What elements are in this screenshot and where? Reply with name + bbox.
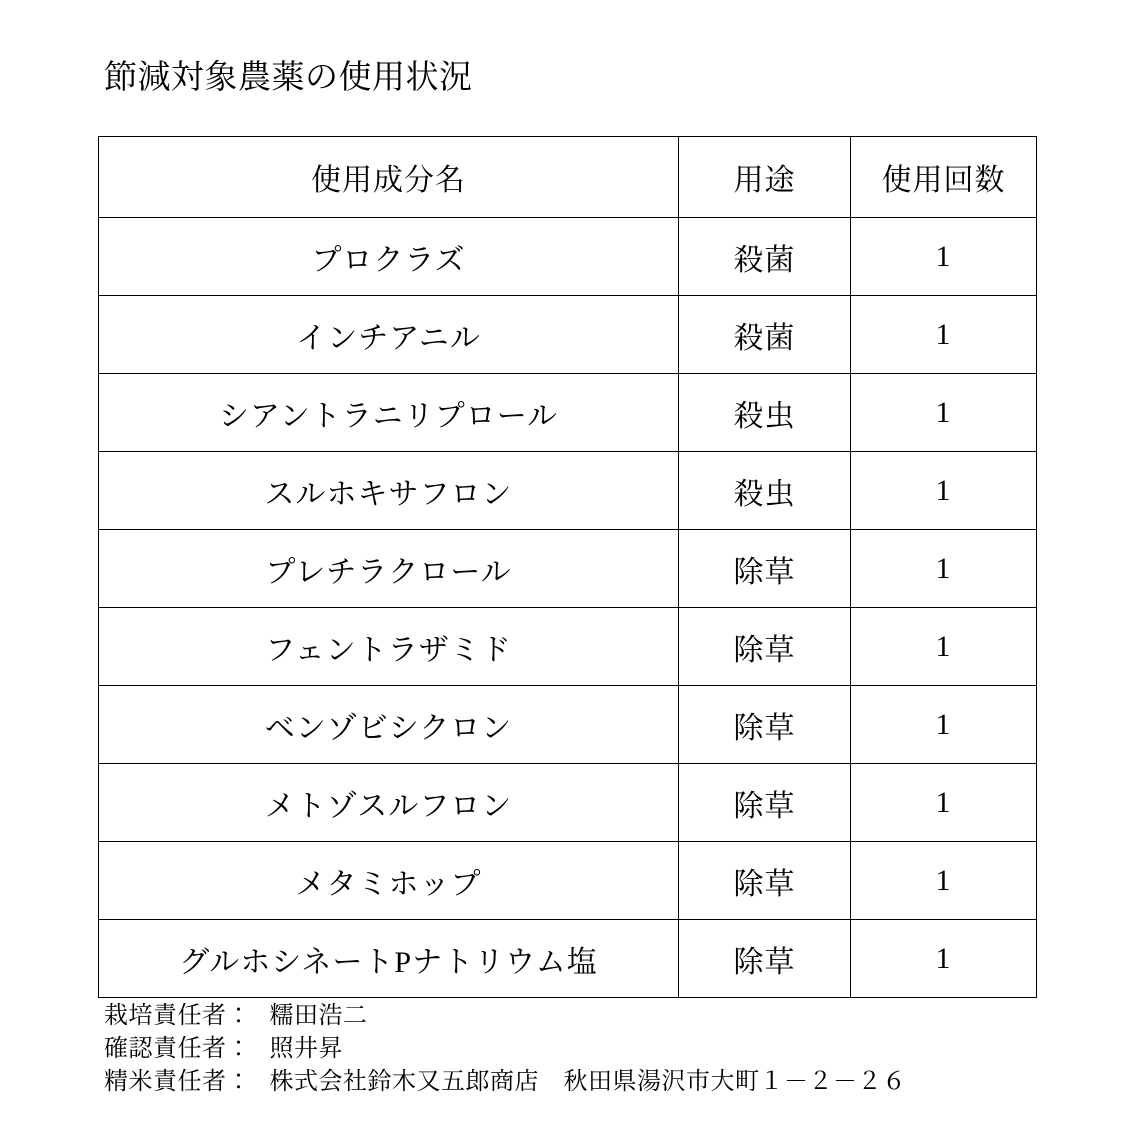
table-row — [99, 608, 1037, 686]
responsible-persons-footer — [104, 1000, 907, 1099]
table-header — [99, 137, 1037, 218]
cell-ingredient: プレチラクロール — [99, 530, 679, 608]
pesticide-usage-table — [98, 136, 1037, 998]
footer-value-milling: 株式会社鈴木又五郎商店 秋田県湯沢市大町１－２－２６ — [269, 1069, 907, 1095]
cell-count: 1 — [851, 842, 1037, 920]
cell-purpose: 除草 — [679, 920, 851, 998]
column-header-purpose: 用途 — [679, 137, 851, 218]
cell-count: 1 — [851, 764, 1037, 842]
cell-ingredient: フェントラザミド — [99, 608, 679, 686]
footer-line-milling — [104, 1066, 907, 1099]
column-header-count: 使用回数 — [851, 137, 1037, 218]
footer-label-cultivation: 栽培責任者： — [104, 1003, 251, 1029]
cell-count: 1 — [851, 296, 1037, 374]
table-row — [99, 296, 1037, 374]
cell-ingredient: スルホキサフロン — [99, 452, 679, 530]
table-body — [99, 218, 1037, 998]
footer-label-confirmation: 確認責任者： — [104, 1036, 251, 1062]
cell-purpose: 除草 — [679, 686, 851, 764]
table-header-row — [99, 137, 1037, 218]
cell-purpose: 除草 — [679, 764, 851, 842]
cell-count: 1 — [851, 686, 1037, 764]
cell-ingredient: グルホシネートPナトリウム塩 — [99, 920, 679, 998]
table-row — [99, 764, 1037, 842]
cell-purpose: 殺虫 — [679, 452, 851, 530]
cell-purpose: 除草 — [679, 608, 851, 686]
cell-count: 1 — [851, 530, 1037, 608]
table-row — [99, 842, 1037, 920]
table-row — [99, 218, 1037, 296]
cell-count: 1 — [851, 218, 1037, 296]
cell-ingredient: シアントラニリプロール — [99, 374, 679, 452]
cell-purpose: 除草 — [679, 530, 851, 608]
table-row — [99, 920, 1037, 998]
cell-purpose: 殺菌 — [679, 296, 851, 374]
cell-ingredient: ベンゾビシクロン — [99, 686, 679, 764]
cell-count: 1 — [851, 374, 1037, 452]
footer-line-confirmation — [104, 1033, 907, 1066]
cell-ingredient: インチアニル — [99, 296, 679, 374]
table-row — [99, 374, 1037, 452]
footer-line-cultivation — [104, 1000, 907, 1033]
cell-count: 1 — [851, 920, 1037, 998]
table-row — [99, 452, 1037, 530]
table-row — [99, 686, 1037, 764]
cell-count: 1 — [851, 452, 1037, 530]
cell-purpose: 除草 — [679, 842, 851, 920]
cell-count: 1 — [851, 608, 1037, 686]
cell-purpose: 殺菌 — [679, 218, 851, 296]
cell-purpose: 殺虫 — [679, 374, 851, 452]
table-row — [99, 530, 1037, 608]
page-title: 節減対象農薬の使用状況 — [104, 60, 473, 96]
footer-value-confirmation: 照井昇 — [269, 1036, 343, 1062]
footer-label-milling: 精米責任者： — [104, 1069, 251, 1095]
cell-ingredient: メタミホップ — [99, 842, 679, 920]
column-header-ingredient: 使用成分名 — [99, 137, 679, 218]
cell-ingredient: メトゾスルフロン — [99, 764, 679, 842]
footer-value-cultivation: 糯田浩二 — [269, 1003, 368, 1029]
cell-ingredient: プロクラズ — [99, 218, 679, 296]
